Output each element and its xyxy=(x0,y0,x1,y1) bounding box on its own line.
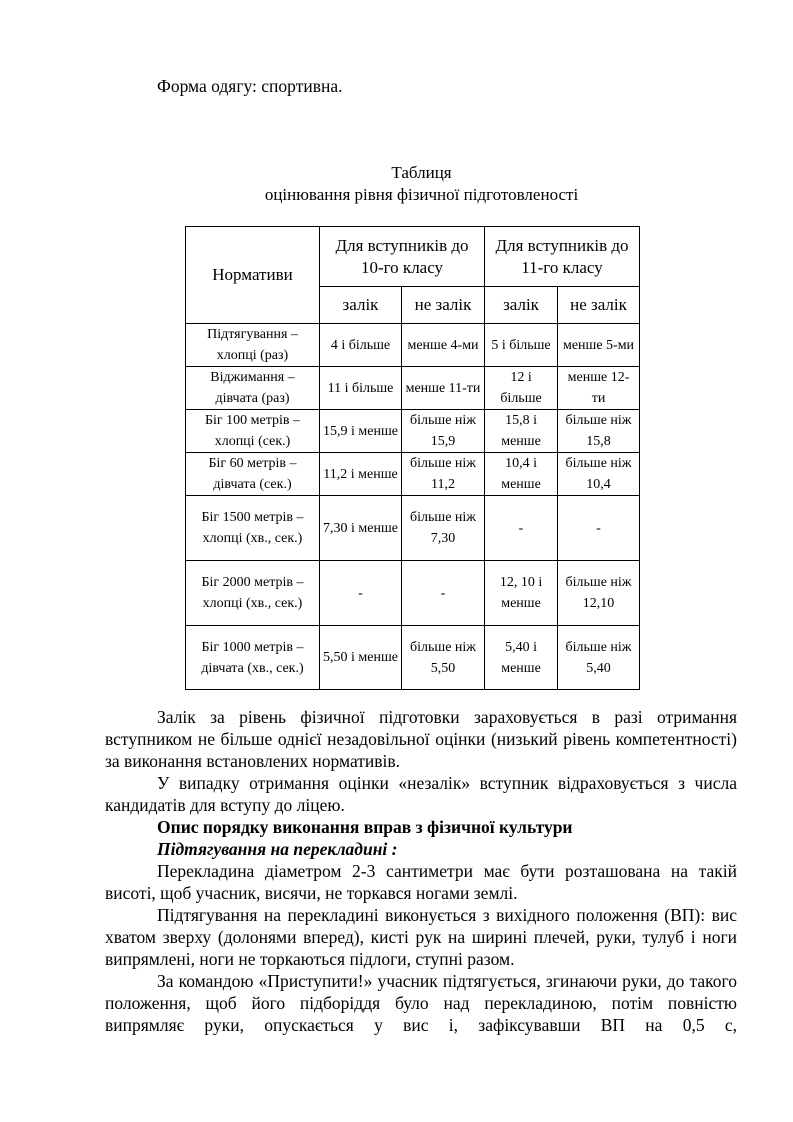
row-pass-11: 12, 10 і менше xyxy=(485,561,558,626)
row-name: Біг 1500 метрів – хлопці (хв., сек.) xyxy=(186,496,320,561)
row-fail-10: більше ніж 15,9 xyxy=(402,410,485,453)
row-name: Біг 100 метрів – хлопці (сек.) xyxy=(186,410,320,453)
row-pass-10: 15,9 і менше xyxy=(320,410,402,453)
clothing-line: Форма одягу: спортивна. xyxy=(157,76,343,96)
row-fail-10: - xyxy=(402,561,485,626)
table-caption-subtitle: оцінювання рівня фізичної підготовленості xyxy=(264,185,579,204)
table-header-row xyxy=(186,227,640,287)
table-row xyxy=(186,367,640,410)
table-row xyxy=(186,626,640,690)
row-pass-10: 11 і більше xyxy=(320,367,402,410)
row-name: Біг 2000 метрів – хлопці (хв., сек.) xyxy=(186,561,320,626)
header-pass-10: залік xyxy=(320,287,402,324)
table-row xyxy=(186,496,640,561)
paragraph-start-position: Підтягування на перекладині виконується з вихідного положення (ВП): вис хватом зверху (долонями вперед), кисті рук на ширині плечей, руки, тулуб і ноги випрямлені, ноги не торкаються підлоги, ступні разом. xyxy=(105,905,737,969)
header-fail-11: не залік xyxy=(558,287,640,324)
row-name: Віджимання – дівчата (раз) xyxy=(186,367,320,410)
row-fail-11: більше ніж 15,8 xyxy=(558,410,640,453)
row-fail-11: більше ніж 12,10 xyxy=(558,561,640,626)
normatives-table xyxy=(185,226,640,690)
row-name: Біг 1000 метрів – дівчата (хв., сек.) xyxy=(186,626,320,690)
section-heading: Опис порядку виконання вправ з фізичної культури xyxy=(157,817,573,837)
table-row xyxy=(186,561,640,626)
row-fail-10: менше 4-ми xyxy=(402,324,485,367)
row-pass-10: - xyxy=(320,561,402,626)
row-pass-11: - xyxy=(485,496,558,561)
paragraph-pass-rule: Залік за рівень фізичної підготовки зараховується в разі отримання вступником не більше однієї незадовільної оцінки (низький рівень компетентності) за виконання встановлених нормативів. xyxy=(105,707,737,771)
row-name: Біг 60 метрів – дівчата (сек.) xyxy=(186,453,320,496)
paragraph-execution: За командою «Приступити!» учасник підтягується, згинаючи руки, до такого положення, щоб його підборіддя було над перекладиною, потім повністю випрямляє руки, опускається у вис і, зафіксувавши ВП на 0,5 с, xyxy=(105,971,737,1035)
row-pass-10: 4 і більше xyxy=(320,324,402,367)
table-row xyxy=(186,324,640,367)
row-name: Підтягування – хлопці (раз) xyxy=(186,324,320,367)
row-fail-11: більше ніж 10,4 xyxy=(558,453,640,496)
header-group-10: Для вступників до 10-го класу xyxy=(320,227,485,287)
table-row xyxy=(186,453,640,496)
table-row xyxy=(186,410,640,453)
section-subheading: Підтягування на перекладині : xyxy=(157,839,398,859)
section-heading-wrap xyxy=(157,816,573,838)
row-pass-11: 15,8 і менше xyxy=(485,410,558,453)
row-pass-11: 5,40 і менше xyxy=(485,626,558,690)
table-caption-title: Таблиця xyxy=(391,163,452,182)
header-fail-10: не залік xyxy=(402,287,485,324)
row-fail-10: менше 11-ти xyxy=(402,367,485,410)
paragraph-fail-rule: У випадку отримання оцінки «незалік» вступник відраховується з числа кандидатів для вступу до ліцею. xyxy=(105,773,737,815)
row-fail-11: менше 12-ти xyxy=(558,367,640,410)
paragraph-bar-description: Перекладина діаметром 2-3 сантиметри має бути розташована на такій висоті, щоб учасник, висячи, не торкався ногами землі. xyxy=(105,861,737,903)
row-pass-11: 10,4 і менше xyxy=(485,453,558,496)
row-fail-11: менше 5-ми xyxy=(558,324,640,367)
row-pass-11: 12 і більше xyxy=(485,367,558,410)
row-pass-10: 7,30 і менше xyxy=(320,496,402,561)
row-fail-10: більше ніж 7,30 xyxy=(402,496,485,561)
row-pass-10: 11,2 і менше xyxy=(320,453,402,496)
header-pass-11: залік xyxy=(485,287,558,324)
header-normatives: Нормативи xyxy=(186,227,320,324)
row-pass-11: 5 і більше xyxy=(485,324,558,367)
row-fail-11: - xyxy=(558,496,640,561)
row-fail-10: більше ніж 11,2 xyxy=(402,453,485,496)
row-fail-11: більше ніж 5,40 xyxy=(558,626,640,690)
row-fail-10: більше ніж 5,50 xyxy=(402,626,485,690)
row-pass-10: 5,50 і менше xyxy=(320,626,402,690)
header-group-11: Для вступників до 11-го класу xyxy=(485,227,640,287)
